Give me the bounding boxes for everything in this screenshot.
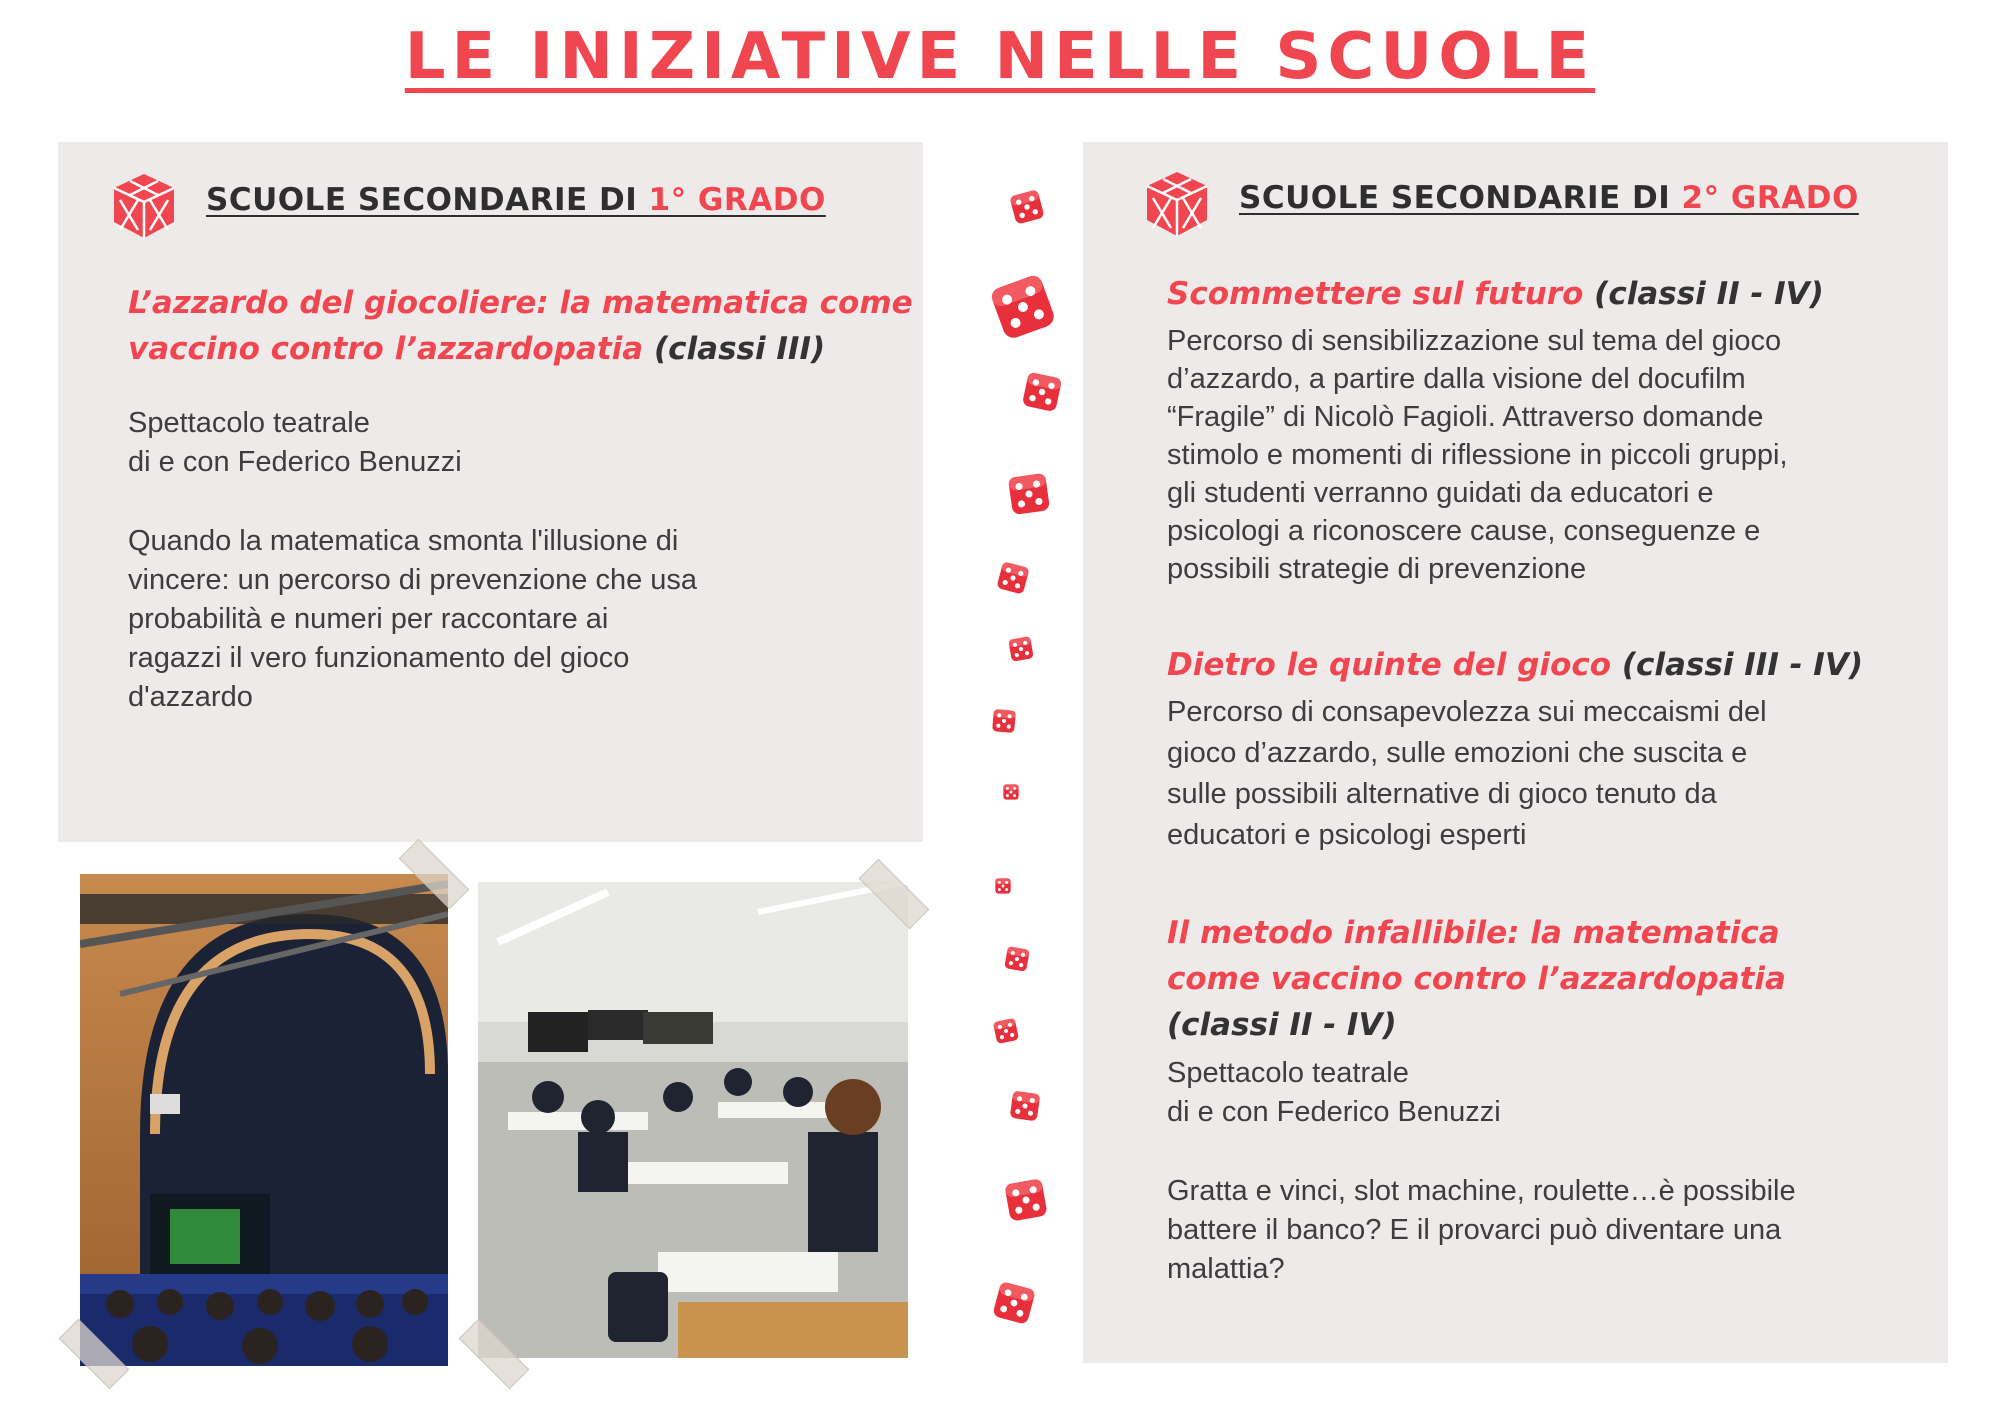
item-description xyxy=(128,522,697,717)
panel-upper-secondary xyxy=(1083,142,1948,1363)
text-line: di e con Federico Benuzzi xyxy=(128,446,462,478)
box-icon xyxy=(1141,168,1213,240)
dice-icon xyxy=(1002,944,1032,974)
dice-icon xyxy=(1007,1088,1043,1124)
item-title-line: vaccino contro l’azzardopatia xyxy=(128,331,644,367)
text-line: vincere: un percorso di prevenzione che usa xyxy=(128,564,698,596)
dice-icon xyxy=(994,877,1012,895)
dice-icon xyxy=(990,707,1018,735)
dice-icon xyxy=(1006,186,1048,228)
item-title-line: Il metodo infallibile: la matematica xyxy=(1167,915,1780,951)
text-line: sulle possibili alternative di gioco tenuto da xyxy=(1167,778,1717,810)
section-heading-right xyxy=(1239,180,1859,216)
classroom-photo xyxy=(478,882,908,1358)
item-title-line: come vaccino contro l’azzardopatia xyxy=(1167,961,1786,997)
theater-photo xyxy=(80,874,448,1366)
text-line: “Fragile” di Nicolò Fagioli. Attraverso domande xyxy=(1167,401,1764,433)
item-title xyxy=(1167,642,1863,688)
text-line: Spettacolo teatrale xyxy=(1167,1057,1409,1089)
item-title-text: Dietro le quinte del gioco xyxy=(1167,647,1612,683)
text-line: Quando la matematica smonta l'illusione di xyxy=(128,525,679,557)
heading-accent: 1° GRADO xyxy=(648,182,826,218)
dice-icon xyxy=(983,267,1062,346)
text-line: malattia? xyxy=(1167,1253,1285,1285)
heading-accent: 2° GRADO xyxy=(1681,180,1859,216)
item-description xyxy=(1167,322,1788,588)
item-title xyxy=(128,280,913,372)
text-line: d'azzardo xyxy=(128,681,253,713)
dice-icon xyxy=(988,1277,1039,1328)
section-heading-left xyxy=(206,182,826,218)
dice-icon xyxy=(1002,783,1020,801)
dice-icon xyxy=(1004,469,1054,519)
item-title-text: Scommettere sul futuro xyxy=(1167,276,1584,312)
text-line: di e con Federico Benuzzi xyxy=(1167,1096,1501,1128)
dice-icon xyxy=(991,1016,1022,1047)
heading-prefix: SCUOLE SECONDARIE DI xyxy=(206,182,649,218)
text-line: Gratta e vinci, slot machine, roulette…è possibile xyxy=(1167,1175,1796,1207)
panel-lower-secondary xyxy=(58,142,923,842)
text-line: possibili strategie di prevenzione xyxy=(1167,553,1587,585)
item-subtitle xyxy=(1167,1054,1501,1132)
text-line: battere il banco? E il provarci può diventare una xyxy=(1167,1214,1782,1246)
dice-icon xyxy=(1006,634,1036,664)
box-icon xyxy=(108,170,180,242)
text-line: gli studenti verranno guidati da educatori e xyxy=(1167,477,1714,509)
text-line: educatori e psicologi esperti xyxy=(1167,819,1527,851)
item-classes: (classi III - IV) xyxy=(1611,647,1863,683)
page-title: LE INIZIATIVE NELLE SCUOLE xyxy=(404,20,1596,94)
text-line: Spettacolo teatrale xyxy=(128,407,370,439)
item-subtitle xyxy=(128,404,462,482)
item-title-line: L’azzardo del giocoliere: la matematica come xyxy=(128,285,913,321)
text-line: psicologi a riconoscere cause, conseguenze e xyxy=(1167,515,1761,547)
text-line: Percorso di sensibilizzazione sul tema del gioco xyxy=(1167,325,1782,357)
text-line: d’azzardo, a partire dalla visione del docufilm xyxy=(1167,363,1746,395)
item-classes: (classi II - IV) xyxy=(1167,1007,1397,1043)
item-description xyxy=(1167,1172,1796,1289)
item-classes: (classi II - IV) xyxy=(1583,276,1824,312)
text-line: gioco d’azzardo, sulle emozioni che suscita e xyxy=(1167,737,1748,769)
item-classes: (classi III) xyxy=(643,331,826,367)
text-line: probabilità e numeri per raccontare ai xyxy=(128,603,609,635)
item-description xyxy=(1167,692,1767,856)
heading-prefix: SCUOLE SECONDARIE DI xyxy=(1239,180,1682,216)
item-title xyxy=(1167,910,1786,1048)
text-line: ragazzi il vero funzionamento del gioco xyxy=(128,642,630,674)
text-line: Percorso di consapevolezza sui meccaismi del xyxy=(1167,696,1767,728)
item-title xyxy=(1167,271,1824,317)
dice-icon xyxy=(1018,368,1065,415)
dice-icon xyxy=(993,558,1032,597)
dice-icon xyxy=(1001,1175,1052,1226)
text-line: stimolo e momenti di riflessione in piccoli gruppi, xyxy=(1167,439,1788,471)
